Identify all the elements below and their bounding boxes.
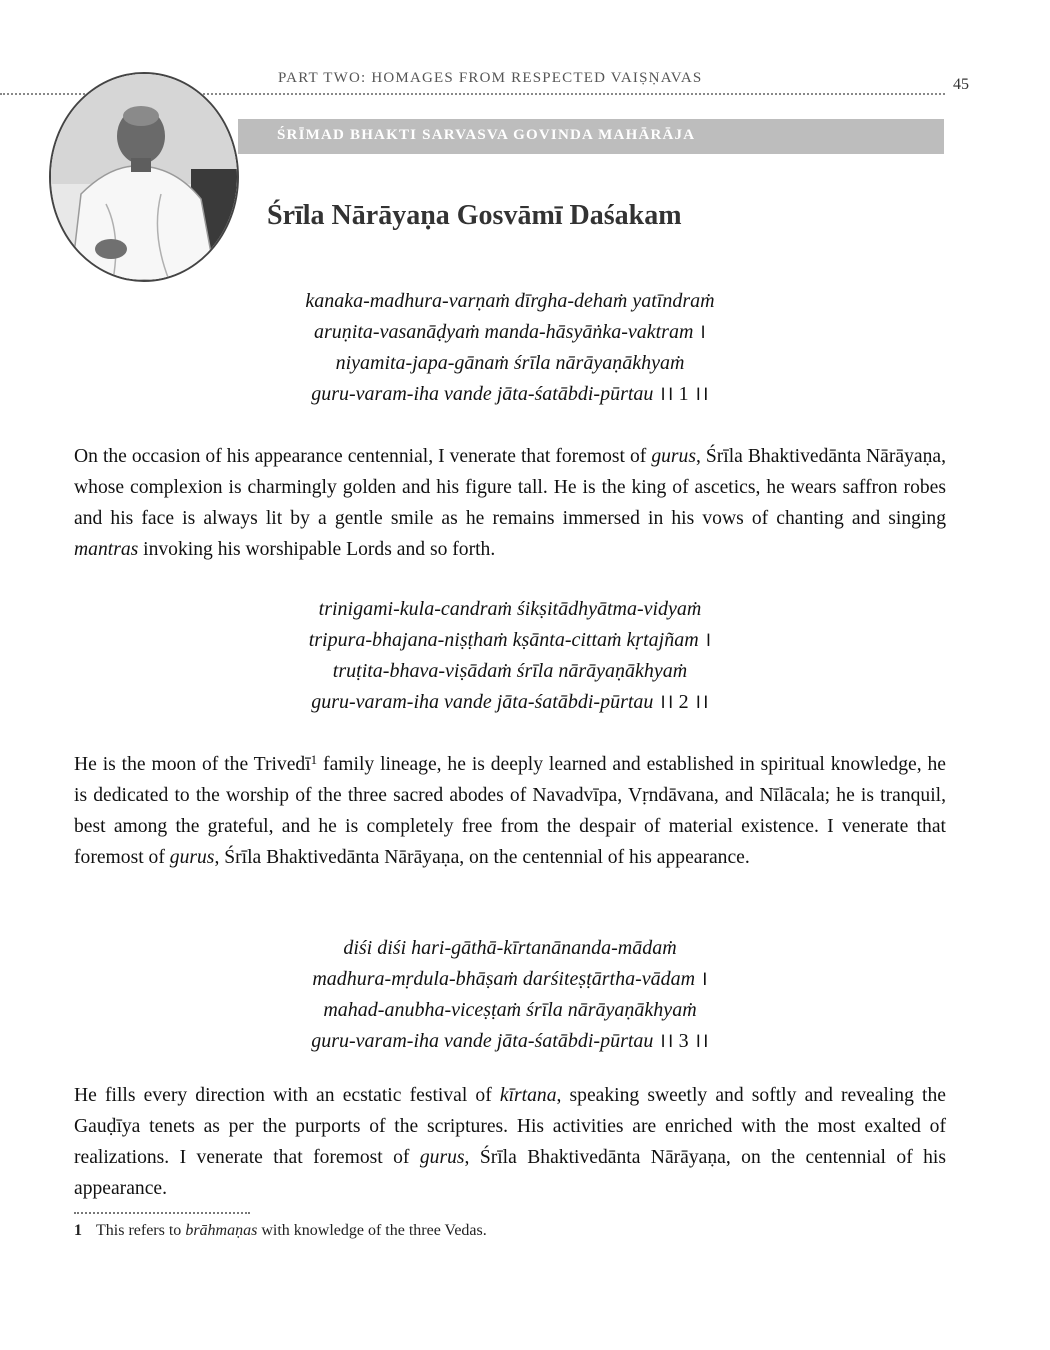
- verse-line: guru-varam-iha vande jāta-śatābdi-pūrtau ।। 1 ।।: [311, 383, 709, 405]
- verse-line: guru-varam-iha vande jāta-śatābdi-pūrtau ।। 3 ।।: [311, 1030, 709, 1052]
- translation-2: He is the moon of the Trivedī$^1$ family lineage, he is deeply learned and established in spiritual knowledge, he is dedicated to the worship of the three sacred abodes of Navadvīpa, Vṛndāvana, and Nīlācala; he is tranquil, best among the grateful, and he is completely free from the despair of material existence. I venerate that foremost of gurus, Śrīla Bhaktivedānta Nārāyaṇa, on the centennial of his appearance.: [74, 752, 946, 868]
- portrait-photo-icon: [51, 74, 237, 280]
- verse-line: madhura-mṛdula-bhāṣaṁ darśiteṣṭārtha-vādam ।: [312, 968, 708, 990]
- footnote: 1 This refers to brāhmaṇas with knowledge of the three Vedas.: [74, 1222, 487, 1239]
- verse-number: ।। 1 ।।: [658, 383, 709, 405]
- verse-line: trinigami-kula-candraṁ śikṣitādhyātma-vidyaṁ: [318, 598, 702, 620]
- author-name: ŚRĪMAD BHAKTI SARVASVA GOVINDA MAHĀRĀJA: [277, 127, 696, 143]
- poem-title: Śrīla Nārāyaṇa Gosvāmī Daśakam: [267, 200, 682, 231]
- verse-3: [0, 933, 1020, 1057]
- verse-line: niyamita-japa-gānaṁ śrīla nārāyaṇākhyaṁ: [335, 352, 685, 374]
- verse-line: guru-varam-iha vande jāta-śatābdi-pūrtau ।। 2 ।।: [311, 691, 709, 713]
- verse-number: ।। 3 ।।: [658, 1030, 709, 1052]
- author-banner: [238, 119, 944, 154]
- footnote-marker[interactable]: 1: [310, 752, 318, 767]
- translation-3: He fills every direction with an ecstatic festival of kīrtana, speaking sweetly and softly and revealing the Gauḍīya tenets as per the purports of the scriptures. His activities are enriched with the most exalted of realizations. I venerate that foremost of gurus, Śrīla Bhaktivedānta Nārāyaṇa, on the centennial of his appearance.: [74, 1085, 946, 1199]
- verse-line: aruṇita-vasanāḍyaṁ manda-hāsyāṅka-vaktram ।: [314, 321, 706, 343]
- footnote-number: 1: [74, 1222, 82, 1239]
- verse-line: kanaka-madhura-varṇaṁ dīrgha-dehaṁ yatīndraṁ: [305, 290, 715, 312]
- verse-line: diśi diśi hari-gāthā-kīrtanānanda-mādaṁ: [343, 937, 677, 959]
- translation-1: On the occasion of his appearance centennial, I venerate that foremost of gurus, Śrīla Bhaktivedānta Nārāyaṇa, whose complexion is charmingly golden and his figure tall. He is the king of ascetics, he wears saffron robes and his face is always lit by a gentle smile as he remains immersed in his vows of chanting and singing mantras invoking his worshipable Lords and so forth.: [74, 446, 946, 560]
- verse-number: ।। 2 ।।: [658, 691, 709, 713]
- verse-line: tripura-bhajana-niṣṭhaṁ kṣānta-cittaṁ kṛtajñam ।: [308, 629, 712, 651]
- page-number: 45: [953, 76, 969, 93]
- verse-line: mahad-anubha-viceṣṭaṁ śrīla nārāyaṇākhyaṁ: [323, 999, 697, 1021]
- author-portrait: [49, 72, 239, 282]
- verse-line: truṭita-bhava-viṣādaṁ śrīla nārāyaṇākhyaṁ: [332, 660, 688, 682]
- verse-2: [0, 594, 1020, 718]
- part-title: PART TWO: HOMAGES FROM RESPECTED VAIṢṆAVAS: [278, 70, 703, 86]
- footnote-rule: [74, 1212, 250, 1214]
- verse-1: [0, 286, 1020, 410]
